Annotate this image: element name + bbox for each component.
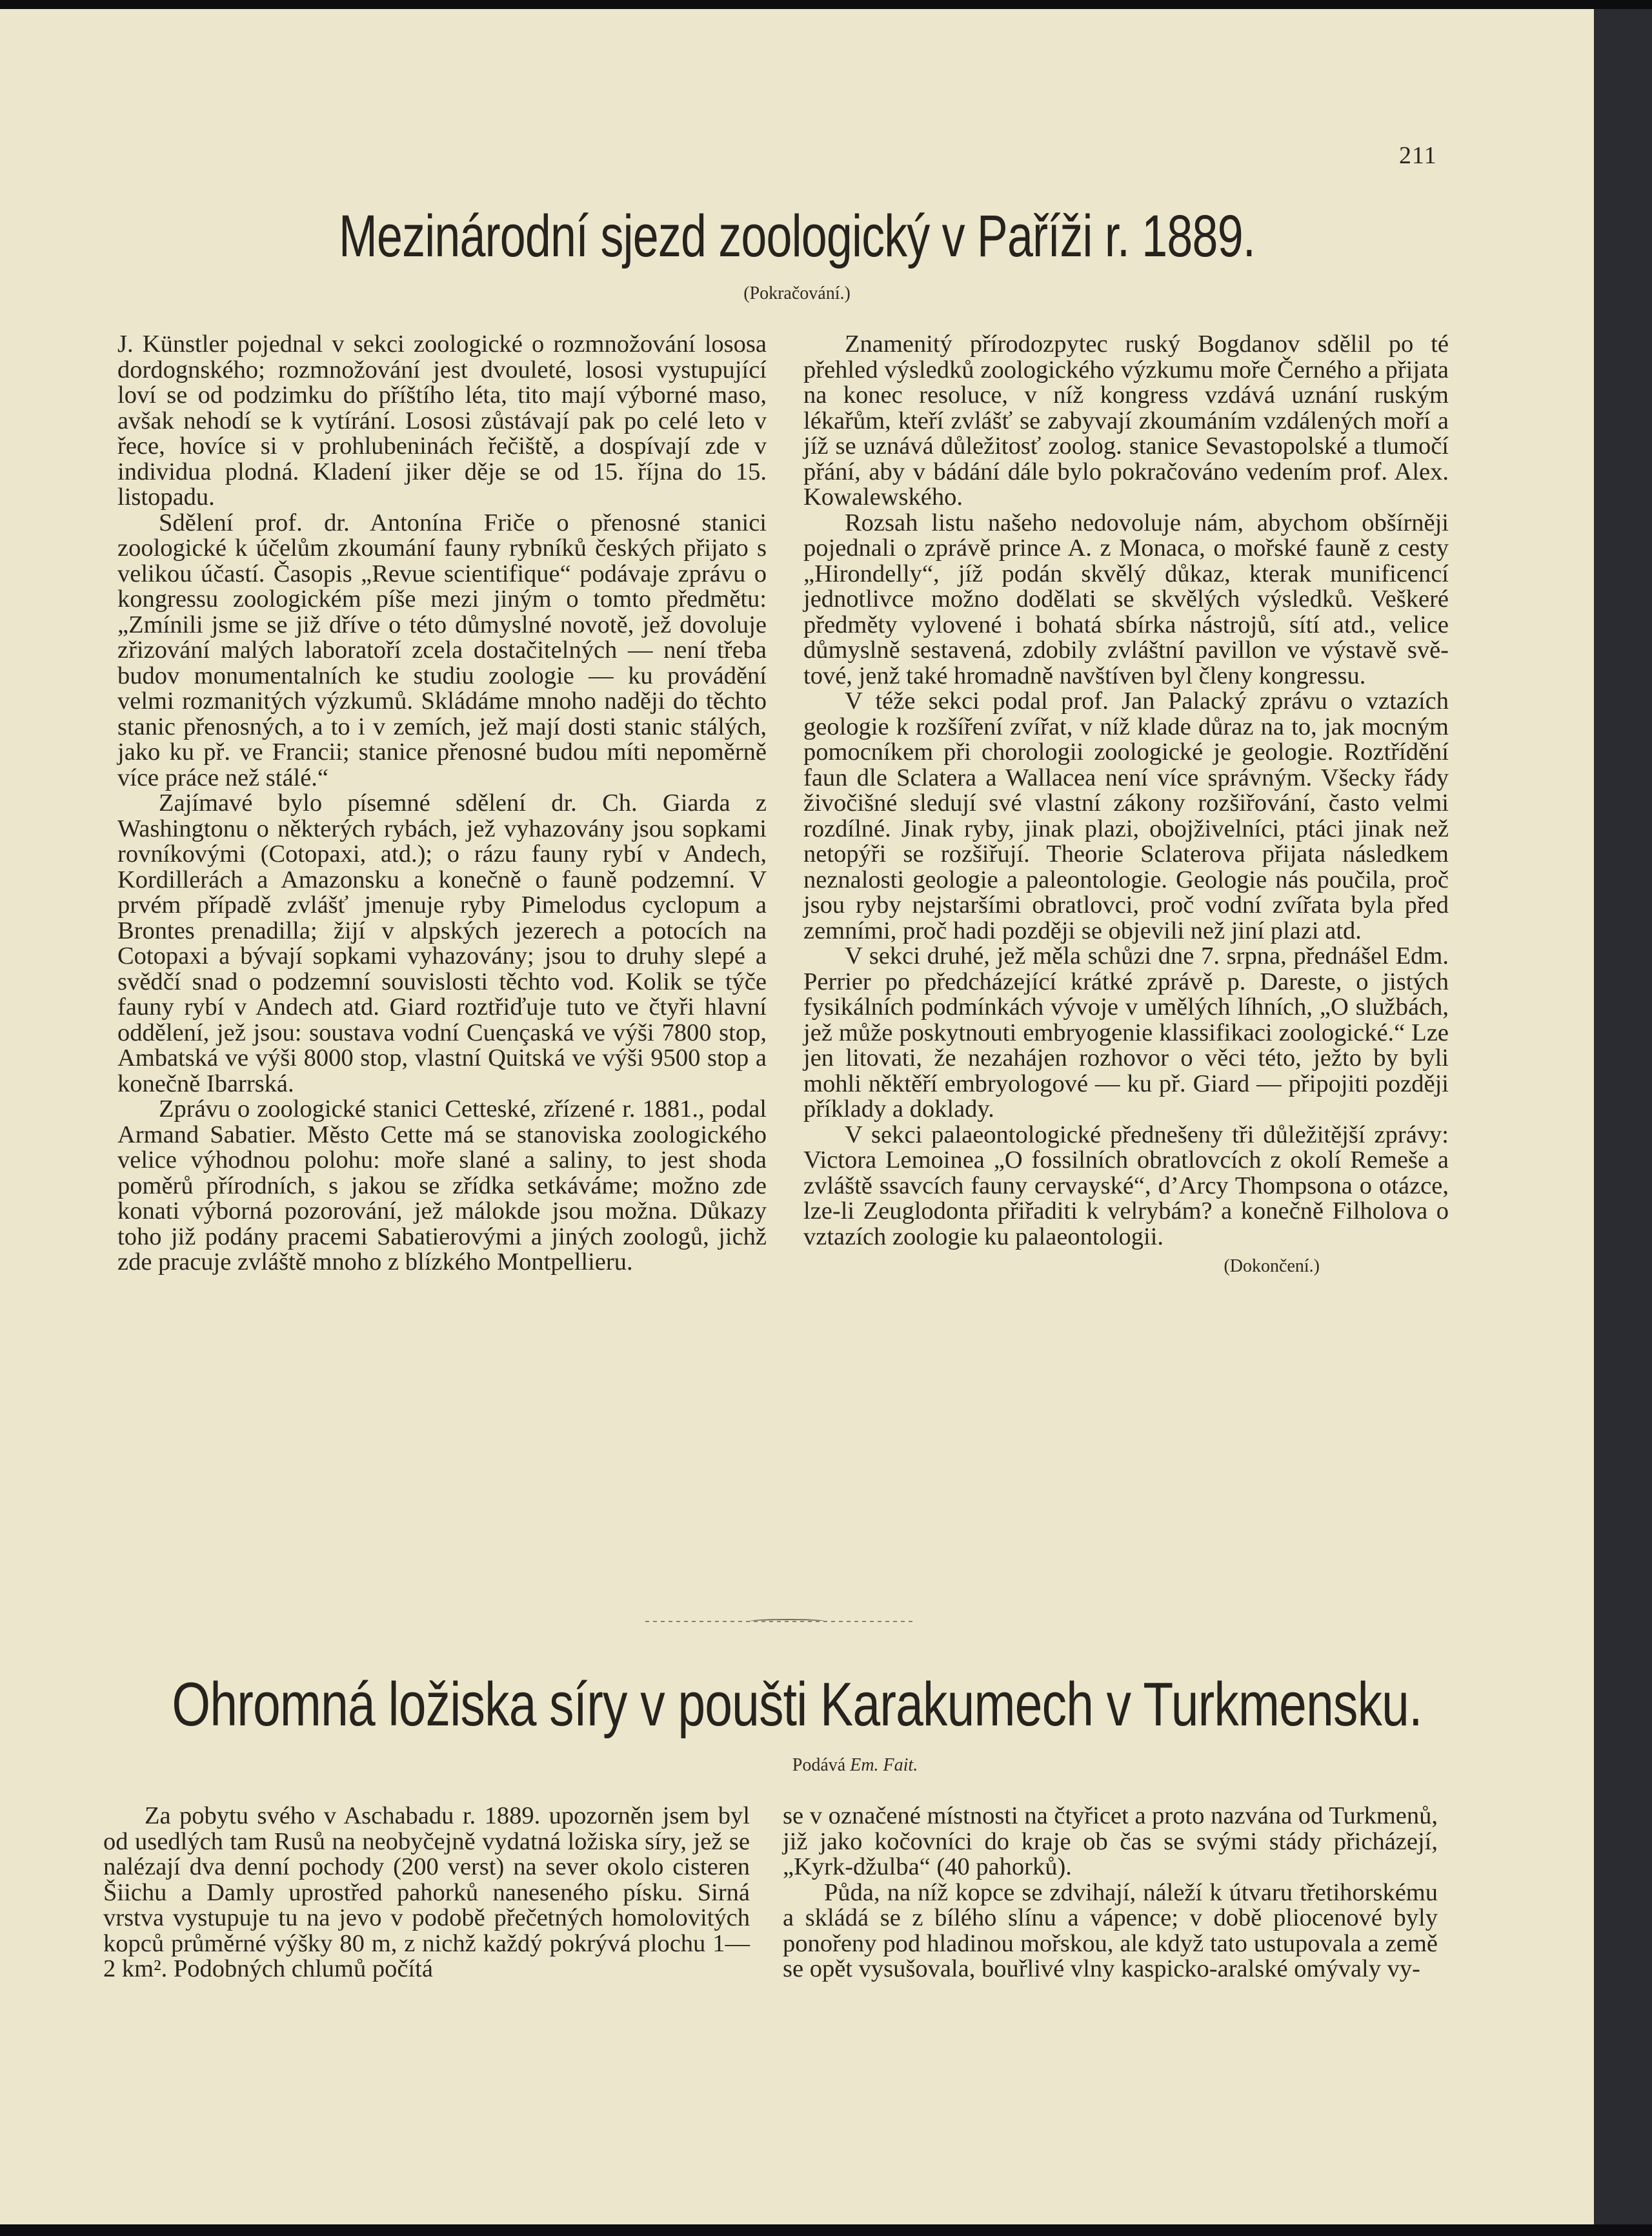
- continuation-note: (Dokončení.): [1224, 1256, 1320, 1276]
- article-subtitle: (Pokračování.): [743, 283, 851, 303]
- paragraph: V sekci palaeontologické přednešeny tři důležitější zprávy: Victora Lemoinea „O fossilních obratlovcích z okolí Remeše a zvláště ssavcích fauny cervayské“, d’Arcy Thompsona o otázce, lze-li Zeuglodonta přiřaditi k velrybám? a konečně Filholova o vztazích zoologie ku palaeontologii.: [803, 1121, 1449, 1250]
- article-right-column: [783, 1804, 1438, 1982]
- paragraph: V sekci druhé, jež měla schůzi dne 7. srpna, přednášel Edm. Perrier po předcházející krátké zprávě p. Dareste, o jistých fysikálních podmínkách vývoje v umělých líhních, „O službách, jež může poskytnouti embryogenie klassifikaci zoologické.“ Lze jen litovati, že nezahájen rozhovor o věci této, ježto by byli mohli něktěří embryologové — ku př. Giard — připojiti později příklady a doklady.: [803, 942, 1449, 1123]
- article-left-column: [117, 332, 767, 1276]
- article-byline: [58, 1755, 1594, 1776]
- article-left-column: [103, 1804, 750, 1982]
- journal-page: [0, 9, 1594, 2224]
- scan-spine-edge: [1594, 9, 1652, 2224]
- paragraph: Zprávu o zoologické stanici Cetteské, zřízené r. 1881., podal Armand Sabatier. Město Cette má se stanoviska zoologického velice výhodnou polohu: moře slané a saliny, to jest shoda poměrů přírodních, s jakou se zřídka setkáváme; možno zde konati výborná pozorování, jež málokde jsou možna. Důkazy toho již podány pracemi Sabatierovými a jiných zoologů, jichž zde pracuje zvláště mnoho z blízkého Montpellieru.: [117, 1095, 767, 1276]
- paragraph: Rozsah listu našeho nedovoluje nám, abychom obšírněji pojednali o zprávě prince A. z Monaca, o mořské fauně z cesty „Hirondelly“, jíž podán skvělý důkaz, kterak munificencí jednotlivce možno dodělati se skvělých výsledků. Veškeré předměty vylovené i bohatá sbírka nástrojů, sítí atd., velice důmyslně sestavená, zdobily zvláštní pavillon ve výstavě světové, jenž také hromadně navštíven byl členy kongressu.: [803, 509, 1449, 689]
- paragraph: Zajímavé bylo písemné sdělení dr. Ch. Giarda z Washingtonu o některých rybách, jež vyhazovány jsou sopkami rovníkovými (Cotopaxi, atd.); o rázu fauny rybí v Andech, Kordillerách a Amazonsku a konečně o fauně podzemní. V prvém případě zvlášť jmenuje ryby Pimelodus cyclopum a Brontes prenadilla; žijí v alpských jezerech a potocích na Cotopaxi a bývají sopkami vyhazovány; jsou to druhy slepé a svědčí snad o podzemní souvislosti těchto vod. Kolik se týče fauny rybí v Andech atd. Giard roztřiďuje tuto ve čtyři hlavní oddělení, jež jsou: soustava vodní Cuençaská ve výši 7800 stop, Ambatská ve výši 8000 stop, vlastní Quitská ve výši 9500 stop a konečně Ibarrská.: [117, 789, 767, 1097]
- article-title: Mezinárodní sjezd zoologický v Paříži r. 1889.: [339, 203, 1255, 269]
- paragraph: Za pobytu svého v Aschabadu r. 1889. upozorněn jsem byl od usedlých tam Rusů na neobyčejně vydatná ložiska síry, jež se nalézají dva denní pochody (200 verst) na sever okolo cisteren Šiichu a Damly uprostřed pahorků naneseného písku. Sirná vrstva vystupuje tu na jevo v podobě přečetných homolovitých kopců průměrné výšky 80 m, z nichž každý pokrývá plochu 1—2 km². Podobných chlumů počítá: [103, 1802, 750, 1982]
- byline-prefix: Podává: [792, 1755, 846, 1775]
- paragraph: Půda, na níž kopce se zdvihají, náleží k útvaru třetihorskému a skládá se z bílého slínu a vápence; v době pliocenové byly ponořeny pod hladinou mořskou, ale když tato ustupovala a země se opět vysušovala, bouřlivé vlny kaspicko-aralské omývaly vy-: [783, 1878, 1438, 1982]
- scan-bottom-edge: [0, 2224, 1652, 2236]
- article-right-column: [803, 332, 1449, 1279]
- paragraph: se v označené místnosti na čtyřicet a proto nazvána od Turkmenů, již jako kočovníci do kraje ob čas se svými stády přicházejí, „Kyrk-džulba“ (40 pahorků).: [783, 1802, 1438, 1880]
- paragraph: Znamenitý přírodozpytec ruský Bogdanov sdělil po té přehled výsledků zoologického výzkumu moře Černého a přijata na konec resoluce, v níž kongress vzdává uznání ruským lékařům, kteří zvlášť se zabyvají zkoumáním vzdálených moří a jíž se uznává důležitosť zoolog. stanice Sevastopolské a tlumočí přání, aby v bádání dále bylo pokračováno vedením prof. Alex. Kowalewského.: [803, 330, 1449, 511]
- paragraph: V téže sekci podal prof. Jan Palacký zprávu o vztazích geologie k rozšíření zvířat, v níž klade důraz na to, jak mocným pomocníkem při chorologii zoologické je geologie. Roztřídění faun dle Sclatera a Wallacea není více správným. Všecky řády živočišné sledují své vlastní zákony rozšiřování, často velmi rozdílné. Jinak ryby, jinak plazi, obojživelníci, ptáci jinak než netopýři se rozšiřují. Theorie Sclaterova přijata následkem neznalosti geologie a paleontologie. Geologie nás poučila, proč jsou ryby nejstaršími obratlovci, proč vodní zvířata byla před zemními, proč hadi později se objevili než jiní plazi atd.: [803, 687, 1449, 944]
- byline-author: Em. Fait.: [850, 1755, 918, 1775]
- scan-top-edge: [0, 0, 1652, 9]
- paragraph: J. Künstler pojednal v sekci zoologické o rozmnožování lososa dordognského; rozmnožování jest dvouleté, lososi vystupující loví se od podzimku do příštího léta, tito mají výborné maso, avšak nehodí se k vytírání. Lososi zůstávají pak po celé leto v řece, hovíce si v prohlubeninách řečiště, a dospívají zde v individua plodná. Kladení jiker děje se od 15. října do 15. listopadu.: [117, 330, 767, 511]
- page-number: 211: [1399, 142, 1437, 169]
- article-title: Ohromná ložiska síry v poušti Karakumech v Turkmensku.: [172, 1670, 1422, 1739]
- divider-ornament: [749, 1619, 826, 1624]
- paragraph: Sdělení prof. dr. Antonína Friče o přenosné stanici zoologické k účelům zkoumání fauny rybníků českých přijato s velikou účastí. Časopis „Revue scientifique“ podávaje zprávu o kongressu zoologickém píše mezi jiným o tomto předmětu: „Zmínili jsme se již dříve o této důmyslné novotě, jež dovoluje zřizování malých laboratoří zcela dostačitelných — není třeba budov monumentalních ke studiu zoologie — ku provádění velmi rozmanitých výzkumů. Skládáme mnoho naději do těchto stanic přenosných, a to i v zemích, jež mají dosti stanic stálých, jako ku př. ve Francii; stanice přenosné budou míti nepoměrně více práce než stálé.“: [117, 509, 767, 791]
